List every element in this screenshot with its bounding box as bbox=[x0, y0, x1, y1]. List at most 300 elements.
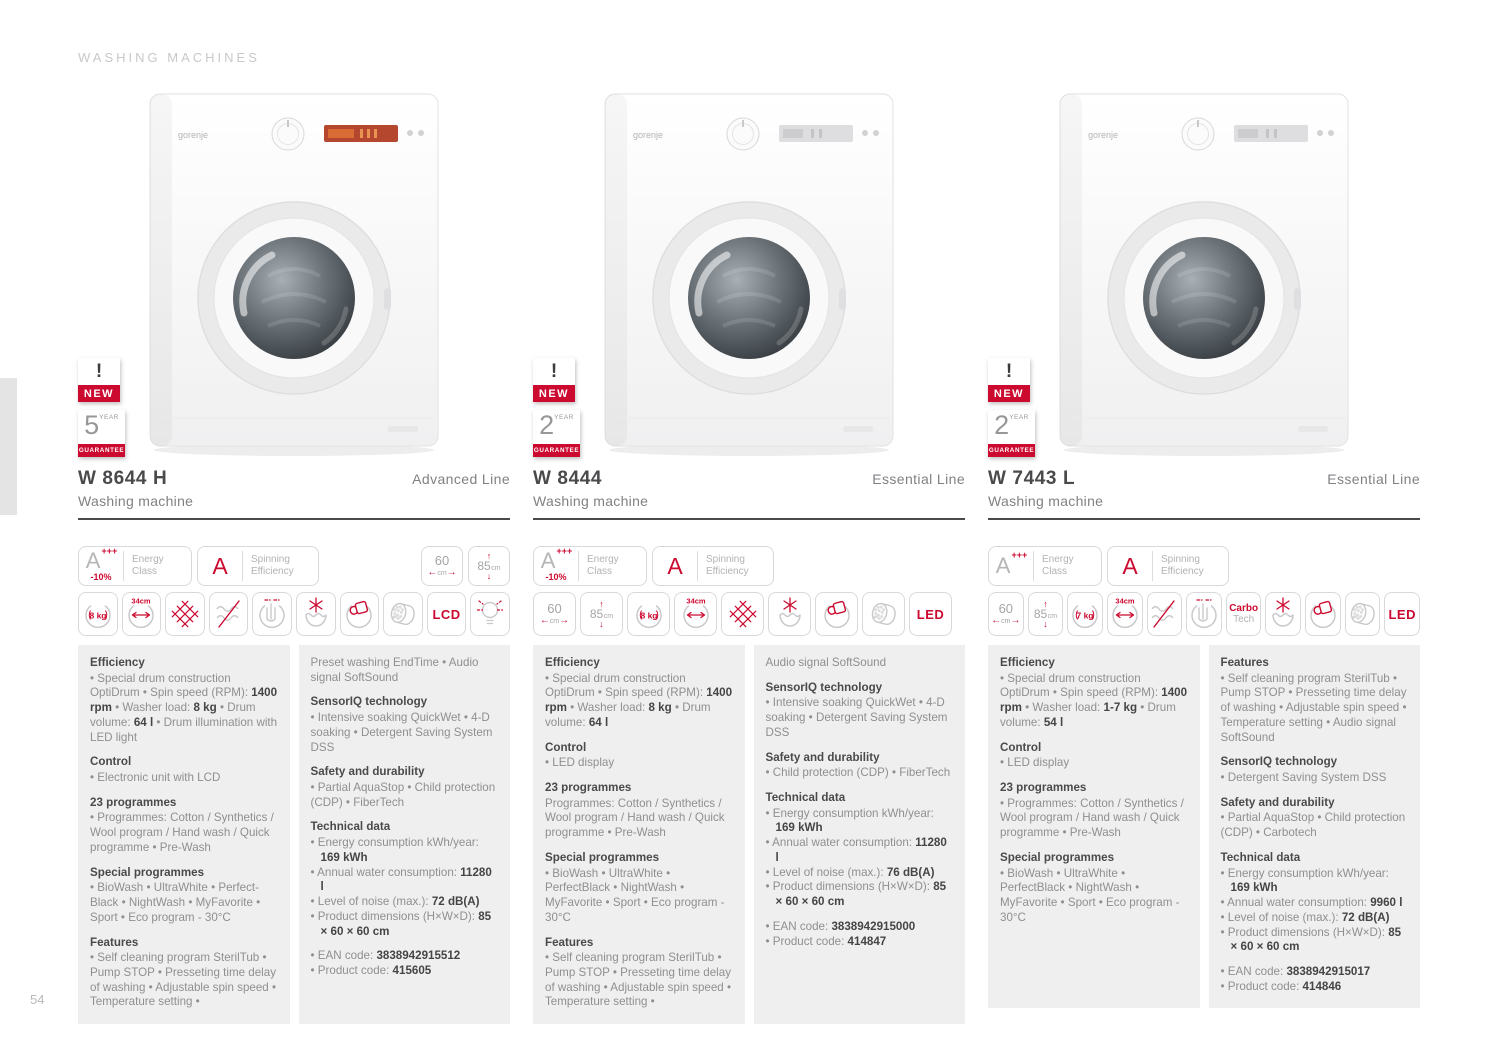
product-line: Advanced Line bbox=[412, 471, 510, 487]
cold-wash-icon bbox=[1265, 592, 1301, 636]
spec-text: • Drum volume: bbox=[545, 701, 711, 729]
page-number: 54 bbox=[30, 992, 45, 1007]
spec-text: • Product code: bbox=[310, 963, 393, 977]
spec-paragraph bbox=[1221, 672, 1409, 746]
class-letter: A bbox=[1122, 552, 1138, 579]
spec-paragraph bbox=[1221, 965, 1409, 980]
spec-value: 64 l bbox=[588, 715, 609, 729]
height-icon bbox=[468, 546, 510, 586]
product-photo-area bbox=[988, 88, 1420, 466]
spec-text: • Child protection (CDP) • FiberTech bbox=[765, 766, 951, 780]
spec-value: 415605 bbox=[392, 963, 432, 977]
spec-column-2 bbox=[754, 645, 966, 1024]
letter-holder bbox=[540, 545, 573, 573]
energy-letter bbox=[989, 547, 1033, 585]
spec-heading: SensorIQ technology bbox=[765, 680, 883, 694]
display-icon bbox=[909, 592, 952, 636]
width-icon bbox=[533, 592, 576, 636]
guarantee-years: 2 bbox=[539, 410, 555, 440]
spec-heading: Technical data bbox=[1220, 850, 1301, 864]
height-value: 85 cm bbox=[589, 607, 614, 621]
load-capacity-icon bbox=[627, 592, 670, 636]
guarantee-year-label: YEAR bbox=[99, 414, 119, 421]
svg-text:7 kg: 7 kg bbox=[1076, 610, 1094, 621]
product-card bbox=[988, 88, 1420, 1024]
spec-text: • Washer load: bbox=[566, 701, 649, 715]
guarantee-label: GUARANTEE bbox=[988, 444, 1035, 457]
spec-text: • Self cleaning program SterilTub • Pump STOP • Presseting time delay of washing • Adjustable spin speed • Temperature setting • Audio signal SoftSound bbox=[1220, 671, 1407, 744]
plus-marks: +++ bbox=[556, 545, 573, 556]
product-model: W 8444 bbox=[533, 468, 603, 489]
class-letter: A bbox=[85, 548, 101, 573]
height-value: 85 cm bbox=[1033, 607, 1058, 621]
class-label-line2: Class bbox=[132, 566, 158, 577]
products-row bbox=[78, 88, 1420, 1024]
energy-class-badge bbox=[988, 546, 1102, 586]
perforated-drum-icon-glyph bbox=[867, 594, 901, 634]
spec-text: • Drum illumination with LED light bbox=[90, 715, 278, 744]
discount-label: -10% bbox=[90, 572, 112, 582]
class-labels bbox=[698, 547, 749, 585]
door-diameter-icon bbox=[122, 592, 162, 636]
spec-paragraph bbox=[311, 711, 499, 755]
fabric-weave-icon-glyph bbox=[726, 594, 760, 634]
guarantee-years: 5 bbox=[84, 410, 100, 440]
feature-icons-row bbox=[988, 592, 1420, 636]
spec-section bbox=[311, 656, 499, 685]
spec-text: • Electronic unit with LCD bbox=[90, 771, 221, 785]
spec-column-1 bbox=[78, 645, 290, 1024]
spec-text: • Drum volume: bbox=[1000, 701, 1176, 729]
spec-paragraph bbox=[1221, 926, 1409, 955]
spec-heading: Special programmes bbox=[90, 865, 205, 879]
spec-paragraph bbox=[766, 696, 954, 740]
spec-paragraph bbox=[766, 836, 954, 865]
spec-value: 3838942915512 bbox=[376, 949, 461, 963]
spec-text: • Product dimensions (H×W×D): bbox=[1220, 925, 1389, 939]
hand-wash-icon-glyph bbox=[1187, 594, 1221, 634]
chapter-tab bbox=[0, 378, 17, 515]
product-card bbox=[533, 88, 965, 1024]
class-icons-row bbox=[988, 546, 1420, 586]
door-diameter-icon-glyph bbox=[124, 594, 158, 634]
product-type: Washing machine bbox=[988, 493, 1104, 509]
spec-heading: 23 programmes bbox=[545, 781, 632, 795]
spin-efficiency-badge bbox=[197, 546, 319, 586]
spec-section bbox=[90, 936, 278, 1011]
spec-paragraph bbox=[545, 756, 733, 771]
new-badge-label: NEW bbox=[533, 385, 575, 402]
class-letter: A bbox=[212, 552, 228, 579]
spec-text: • Detergent Saving System DSS bbox=[1220, 771, 1387, 785]
spec-value: 85 × 60 × 60 cm bbox=[775, 880, 947, 909]
energy-letter bbox=[79, 547, 123, 585]
svg-text:gorenje: gorenje bbox=[1088, 130, 1119, 140]
hand-wash-icon-glyph bbox=[255, 594, 289, 634]
width-arrows: ←cm→ bbox=[539, 615, 570, 626]
detergent-jug-icon-glyph bbox=[820, 594, 854, 634]
guarantee-badge bbox=[533, 410, 580, 457]
product-line: Essential Line bbox=[1327, 471, 1420, 487]
spec-paragraph bbox=[766, 880, 954, 909]
spec-value: 1400 rpm bbox=[545, 686, 733, 715]
spec-paragraph bbox=[545, 797, 733, 841]
spec-heading: Technical data bbox=[765, 791, 846, 805]
class-label-line1: Energy bbox=[132, 554, 164, 565]
spec-section bbox=[1221, 656, 1409, 745]
spin-letter bbox=[198, 547, 242, 585]
washing-machine-image bbox=[1048, 88, 1360, 465]
spec-heading: Efficiency bbox=[1000, 656, 1055, 669]
spec-section bbox=[90, 755, 278, 785]
new-badge bbox=[533, 358, 575, 402]
width-value: 60 bbox=[998, 601, 1014, 616]
spec-panels bbox=[533, 645, 965, 1024]
spec-text: • EAN code: bbox=[765, 919, 832, 933]
spec-section bbox=[1000, 656, 1188, 731]
drum-light-icon-glyph bbox=[473, 594, 507, 634]
detergent-jug-icon bbox=[1305, 592, 1341, 636]
spec-text: • Special drum construction OptiDrum • Spin speed (RPM): bbox=[545, 671, 707, 700]
class-icons-row bbox=[533, 546, 965, 586]
spec-paragraph bbox=[311, 949, 499, 964]
guarantee-top bbox=[988, 410, 1035, 444]
spec-text: • Product dimensions (H×W×D): bbox=[310, 909, 479, 923]
class-label-line1: Energy bbox=[1042, 554, 1074, 565]
class-label-line2: Class bbox=[1042, 566, 1068, 577]
guarantee-year-label: YEAR bbox=[1009, 414, 1029, 421]
washing-machine-image bbox=[138, 88, 450, 465]
spec-value: 3838942915000 bbox=[831, 919, 916, 933]
width-icon bbox=[421, 546, 463, 586]
spec-paragraph bbox=[311, 656, 499, 685]
spec-heading: Features bbox=[545, 935, 594, 949]
spec-paragraph bbox=[90, 951, 278, 1010]
svg-text:8 kg: 8 kg bbox=[639, 610, 658, 621]
spec-text: • Intensive soaking QuickWet • 4-D soaking • Detergent Saving System DSS bbox=[765, 696, 948, 739]
new-badge bbox=[988, 358, 1030, 402]
exclamation-icon: ! bbox=[550, 360, 558, 382]
spec-text: • Washer load: bbox=[1021, 701, 1104, 715]
door-diameter-icon bbox=[1107, 592, 1143, 636]
spec-paragraph bbox=[311, 895, 499, 910]
guarantee-year-label: YEAR bbox=[554, 414, 574, 421]
new-badge-label: NEW bbox=[988, 385, 1030, 402]
spec-paragraph bbox=[311, 910, 499, 939]
spec-text: • Washer load: bbox=[111, 701, 194, 715]
spec-text: • Product code: bbox=[1220, 979, 1303, 993]
spec-paragraph bbox=[90, 771, 278, 786]
perforated-drum-icon-glyph bbox=[386, 594, 420, 634]
svg-text:gorenje: gorenje bbox=[178, 130, 209, 140]
cold-wash-icon bbox=[768, 592, 811, 636]
width-value: 60 bbox=[547, 601, 562, 616]
spec-text: • EAN code: bbox=[310, 949, 377, 963]
load-capacity-icon-glyph bbox=[81, 594, 115, 634]
spec-text: Audio signal SoftSound bbox=[765, 656, 887, 669]
door-diameter-icon bbox=[674, 592, 717, 636]
guarantee-badge bbox=[988, 410, 1035, 457]
spec-paragraph bbox=[1000, 867, 1188, 926]
spec-text: • LED display bbox=[1000, 756, 1070, 770]
class-letter: A bbox=[667, 552, 683, 579]
svg-text:34cm: 34cm bbox=[685, 596, 706, 606]
spec-text: • Energy consumption kWh/year: bbox=[1220, 866, 1389, 880]
perforated-drum-icon bbox=[383, 592, 423, 636]
product-type: Washing machine bbox=[78, 493, 194, 509]
width-icon bbox=[988, 592, 1024, 636]
class-label-line1: Spinning bbox=[251, 554, 290, 565]
spec-text: Preset washing EndTime • Audio signal SoftSound bbox=[310, 656, 479, 684]
washing-machine-drawing bbox=[138, 88, 450, 460]
spec-paragraph bbox=[1221, 896, 1409, 911]
fabric-weave-icon bbox=[721, 592, 764, 636]
spec-paragraph bbox=[1221, 867, 1409, 896]
spec-text: • Energy consumption kWh/year: bbox=[310, 836, 479, 850]
spec-paragraph bbox=[1221, 980, 1409, 995]
load-capacity-icon-glyph bbox=[1068, 594, 1102, 634]
spec-text: • Partial AquaStop • Child protection (CDP) • Carbotech bbox=[1220, 811, 1406, 840]
spec-value: 76 dB(A) bbox=[886, 865, 935, 879]
spec-paragraph bbox=[311, 836, 499, 865]
spec-paragraph bbox=[90, 811, 278, 855]
spec-paragraph bbox=[311, 781, 499, 810]
spec-text: • Level of noise (max.): bbox=[310, 895, 432, 909]
down-arrow-icon: ↓ bbox=[599, 619, 604, 629]
guarantee-label: GUARANTEE bbox=[78, 444, 125, 457]
spin-letter bbox=[1108, 547, 1152, 585]
spec-paragraph bbox=[766, 866, 954, 881]
spec-section bbox=[545, 741, 733, 771]
gentle-care-icon-glyph bbox=[212, 594, 246, 634]
class-labels bbox=[243, 547, 294, 585]
class-label-line1: Spinning bbox=[1161, 554, 1200, 565]
product-model: W 7443 L bbox=[988, 468, 1076, 489]
detergent-jug-icon-glyph bbox=[342, 594, 376, 634]
spec-paragraph bbox=[545, 672, 733, 731]
spec-section bbox=[766, 656, 954, 671]
spec-section bbox=[311, 695, 499, 755]
spec-heading: Efficiency bbox=[90, 656, 145, 669]
spec-text: • Level of noise (max.): bbox=[1220, 910, 1342, 924]
spec-value: 3838942915017 bbox=[1286, 964, 1371, 978]
spec-value: 8 kg bbox=[648, 701, 672, 715]
spec-value: 64 l bbox=[133, 715, 154, 729]
svg-text:34cm: 34cm bbox=[1115, 596, 1135, 606]
spec-value: 414847 bbox=[847, 934, 887, 948]
spec-heading: Control bbox=[545, 740, 587, 754]
new-badge-label: NEW bbox=[78, 385, 120, 402]
spec-section bbox=[545, 656, 733, 731]
class-label-line2: Efficiency bbox=[251, 566, 294, 577]
gentle-care-icon bbox=[1147, 592, 1183, 636]
down-arrow-icon: ↓ bbox=[1043, 619, 1048, 629]
spec-section bbox=[766, 751, 954, 781]
class-labels bbox=[1034, 547, 1074, 585]
cold-wash-icon-glyph bbox=[773, 594, 807, 634]
spec-value: 169 kWh bbox=[775, 821, 823, 835]
class-label-line1: Energy bbox=[587, 554, 619, 565]
spec-paragraph bbox=[766, 656, 954, 671]
plus-marks: +++ bbox=[1011, 550, 1028, 561]
header-divider bbox=[533, 518, 965, 520]
spec-column-1 bbox=[533, 645, 745, 1024]
spec-heading: Efficiency bbox=[545, 656, 600, 669]
door-diameter-icon-glyph bbox=[679, 594, 713, 634]
spec-value: 9960 l bbox=[1370, 896, 1403, 910]
display-type-label: LCD bbox=[432, 606, 461, 622]
spec-text: • Annual water consumption: bbox=[1220, 896, 1371, 910]
fabric-weave-icon bbox=[165, 592, 205, 636]
spec-heading: Control bbox=[1000, 740, 1042, 754]
width-arrows: ←cm→ bbox=[427, 567, 457, 578]
spec-text: • Partial AquaStop • Child protection (CDP) • FiberTech bbox=[310, 781, 496, 809]
spec-text: • Drum volume: bbox=[90, 701, 256, 729]
spec-section bbox=[766, 681, 954, 741]
spec-section bbox=[1221, 851, 1409, 955]
spec-paragraph bbox=[90, 672, 278, 746]
spec-section bbox=[766, 920, 954, 949]
header-divider bbox=[78, 518, 510, 520]
spec-value: 72 dB(A) bbox=[1341, 910, 1390, 924]
exclamation-icon: ! bbox=[95, 360, 103, 382]
spec-value: 85 × 60 × 60 cm bbox=[320, 909, 492, 938]
carbo-label: Carbo bbox=[1229, 603, 1259, 614]
spec-text: • LED display bbox=[545, 756, 615, 770]
spec-text: • Annual water consumption: bbox=[765, 836, 916, 850]
spin-letter bbox=[653, 547, 697, 585]
spec-paragraph bbox=[311, 866, 499, 895]
spec-column-1 bbox=[988, 645, 1200, 1008]
cold-wash-icon bbox=[296, 592, 336, 636]
plus-marks: +++ bbox=[101, 545, 118, 556]
spec-value: 8 kg bbox=[193, 701, 217, 715]
spec-text: • BioWash • UltraWhite • PerfectBlack • NightWash • MyFavorite • Sport • Eco program - 30°C bbox=[1000, 866, 1180, 924]
spec-paragraph bbox=[1000, 672, 1188, 731]
spec-text: • BioWash • UltraWhite • PerfectBlack • NightWash • MyFavorite • Sport • Eco program - 30°C bbox=[545, 866, 725, 924]
class-icons-row bbox=[78, 546, 510, 586]
spec-heading: 23 programmes bbox=[1000, 781, 1087, 795]
spec-paragraph bbox=[1221, 911, 1409, 926]
spec-paragraph bbox=[545, 867, 733, 926]
spec-text: • Self cleaning program SterilTub • Pump STOP • Presseting time delay of washing • Adjustable spin speed • Temperature setting • bbox=[545, 951, 732, 1009]
svg-text:34cm: 34cm bbox=[131, 596, 151, 606]
spec-section bbox=[90, 656, 278, 745]
up-arrow-icon: ↑ bbox=[486, 550, 492, 561]
spec-section bbox=[545, 851, 733, 926]
guarantee-badge bbox=[78, 410, 125, 457]
spec-section bbox=[545, 781, 733, 841]
spec-text: • Special drum construction OptiDrum • Spin speed (RPM): bbox=[1000, 671, 1162, 700]
letter-holder bbox=[85, 545, 118, 573]
spec-section bbox=[545, 936, 733, 1011]
spec-section bbox=[311, 765, 499, 810]
fabric-weave-icon-glyph bbox=[168, 594, 202, 634]
spec-text: • Energy consumption kWh/year: bbox=[765, 806, 934, 820]
spec-value: 1-7 kg bbox=[1103, 701, 1138, 715]
spec-heading: Features bbox=[1220, 656, 1269, 669]
class-labels bbox=[579, 547, 619, 585]
spec-column-2 bbox=[1209, 645, 1421, 1008]
spec-paragraph bbox=[766, 935, 954, 950]
washing-machine-image bbox=[593, 88, 905, 465]
discount-label: -10% bbox=[545, 572, 567, 582]
spec-heading: SensorIQ technology bbox=[310, 695, 428, 709]
spec-section bbox=[90, 866, 278, 926]
spec-value: 169 kWh bbox=[320, 850, 368, 864]
letter-holder bbox=[995, 550, 1028, 578]
spec-text: • Annual water consumption: bbox=[310, 865, 461, 879]
display-icon bbox=[427, 592, 467, 636]
spec-heading: 23 programmes bbox=[90, 795, 177, 809]
spec-text: • Product code: bbox=[765, 934, 848, 948]
hand-wash-icon bbox=[252, 592, 292, 636]
spec-heading: SensorIQ technology bbox=[1220, 755, 1338, 769]
display-type-label: LED bbox=[916, 606, 945, 622]
perforated-drum-icon-glyph bbox=[1346, 594, 1380, 634]
carbotech-icon bbox=[1226, 592, 1262, 636]
load-capacity-icon bbox=[1067, 592, 1103, 636]
tech-label: Tech bbox=[1233, 614, 1255, 625]
drum-light-icon bbox=[470, 592, 510, 636]
guarantee-years: 2 bbox=[994, 410, 1010, 440]
product-type: Washing machine bbox=[533, 493, 649, 509]
feature-icons-row bbox=[78, 592, 510, 636]
exclamation-icon: ! bbox=[1005, 360, 1013, 382]
height-icon bbox=[1028, 592, 1064, 636]
spec-text: • Self cleaning program SterilTub • Pump STOP • Presseting time delay of washing • Adjustable spin speed • Temperature setting • bbox=[90, 951, 277, 1009]
detergent-jug-icon-glyph bbox=[1306, 594, 1340, 634]
spec-paragraph bbox=[766, 807, 954, 836]
detergent-jug-icon bbox=[340, 592, 380, 636]
spec-section bbox=[1221, 796, 1409, 841]
class-labels bbox=[1153, 547, 1204, 585]
spec-heading: Safety and durability bbox=[310, 765, 425, 779]
spec-column-2 bbox=[299, 645, 511, 1024]
spec-paragraph bbox=[1000, 756, 1188, 771]
product-header bbox=[988, 468, 1420, 490]
spec-paragraph bbox=[545, 951, 733, 1010]
cold-wash-icon-glyph bbox=[1266, 594, 1300, 634]
up-arrow-icon: ↑ bbox=[1043, 598, 1048, 609]
header-divider bbox=[988, 518, 1420, 520]
detergent-jug-icon bbox=[815, 592, 858, 636]
spec-text: • Intensive soaking QuickWet • 4-D soaking • Detergent Saving System DSS bbox=[310, 711, 493, 754]
class-label-line1: Spinning bbox=[706, 554, 745, 565]
spec-value: 1400 rpm bbox=[90, 686, 278, 715]
spec-text: • Product dimensions (H×W×D): bbox=[765, 880, 934, 894]
hand-wash-icon bbox=[1186, 592, 1222, 636]
spec-value: 11280 l bbox=[775, 836, 947, 864]
product-card bbox=[78, 88, 510, 1024]
load-capacity-icon bbox=[78, 592, 118, 636]
spec-panels bbox=[988, 645, 1420, 1008]
class-label-line2: Efficiency bbox=[706, 566, 749, 577]
perforated-drum-icon bbox=[1345, 592, 1381, 636]
spec-paragraph bbox=[1221, 811, 1409, 840]
guarantee-top bbox=[78, 410, 125, 444]
class-labels bbox=[124, 547, 164, 585]
display-type-label: LED bbox=[1388, 606, 1416, 622]
spec-paragraph bbox=[90, 881, 278, 925]
cold-wash-icon-glyph bbox=[299, 594, 333, 634]
product-header bbox=[78, 468, 510, 490]
spec-text: • Level of noise (max.): bbox=[765, 865, 887, 879]
spec-section bbox=[1221, 755, 1409, 785]
width-value: 60 bbox=[434, 553, 450, 568]
perforated-drum-icon bbox=[862, 592, 905, 636]
dimension-icons-group bbox=[421, 546, 510, 586]
